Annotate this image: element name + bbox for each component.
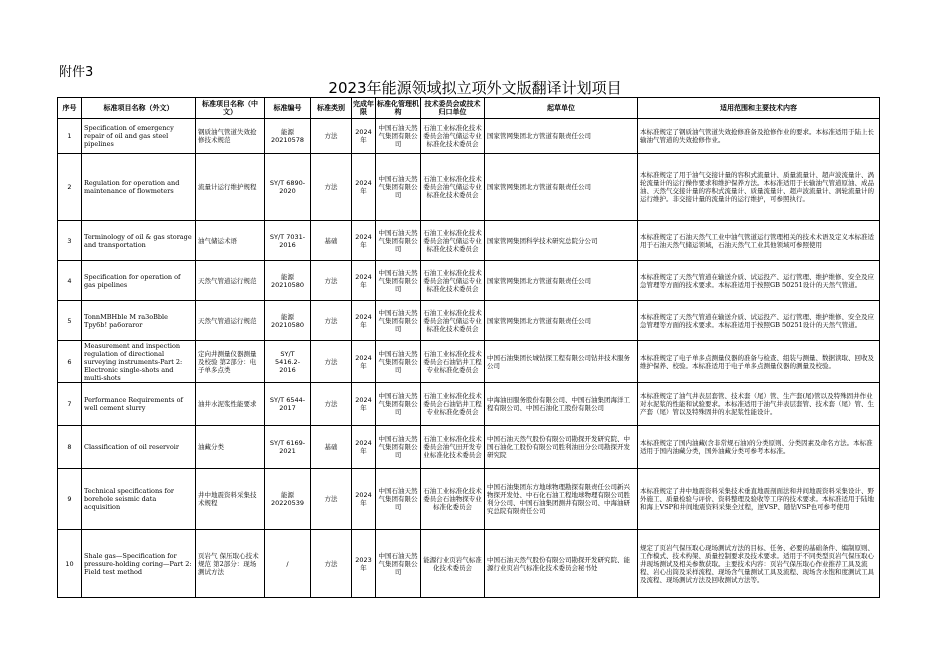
cell-drafter: 中国石油天然气股份有限公司勘探开发研究院、能源行业页岩气标准化技术委员会秘书处 [485,530,638,598]
cell-deadline: 2024年 [352,301,376,341]
cell-org: 中国石油天然气集团有限公司 [376,301,421,341]
cell-number: SY/T 5416.2-2016 [265,341,311,383]
cell-name-cn: 钢质油气管道失效抢修技术规范 [196,119,265,154]
cell-seq: 6 [58,341,82,383]
standards-table [57,97,880,598]
cell-name-cn: 油气储运术语 [196,221,265,261]
cell-org: 中国石油天然气集团有限公司 [376,469,421,530]
cell-deadline: 2024年 [352,383,376,426]
cell-committee: 石油工业标准化技术委员会油气储运专业标准化技术委员会 [421,119,485,154]
cell-committee: 石油工业标准化技术委员会石油钻井工程专业标准化委员会 [421,341,485,383]
cell-deadline: 2023年 [352,530,376,598]
cell-seq: 2 [58,154,82,221]
cell-drafter: 国家管网集团北方管道有限责任公司 [485,119,638,154]
cell-committee: 石油工业标准化技术委员会石油物探专业标准化委员会 [421,469,485,530]
cell-category: 基础 [311,426,352,469]
cell-drafter: 国家管网集团北方管道有限责任公司 [485,154,638,221]
cell-name-foreign: Shale gas—Specification for pressure-holding coring—Part 2: Field test method [82,530,196,598]
cell-committee: 石油工业标准化技术委员会油气储运专业标准化技术委员会 [421,221,485,261]
cell-scope: 本标准规定了井中地震资料采集技术垂直地震剖面法和井间地震资料采集设计、野外施工、质量检验与评价、资料整理及验收等工序的技术要求。本标准适用于陆地和海上VSP和井间地震资料采集全过程，逆VSP、随钻VSP也可参考使用 [638,469,880,530]
cell-category: 方法 [311,383,352,426]
cell-number: SY/T 6890-2020 [265,154,311,221]
table-row [58,261,880,301]
cell-name-cn: 油藏分类 [196,426,265,469]
cell-committee: 石油工业标准化技术委员会油气田开发专业标准化技术委员会 [421,426,485,469]
cell-scope: 本标准规定了国内油藏(含非常规石油)的分类原则、分类因素及命名方法。本标准适用于国内油藏分类，国外油藏分类可参考本标准。 [638,426,880,469]
cell-drafter: 中海油田服务股份有限公司、中国石油集团海洋工程有限公司、中国石油化工股份有限公司 [485,383,638,426]
cell-drafter: 国家管网集团北方管道有限责任公司 [485,301,638,341]
table-row [58,221,880,261]
cell-drafter: 国家管网集团科学技术研究总院分公司 [485,221,638,261]
cell-scope: 规定了页岩气保压取心现场测试方法的目标、任务、必要的基础条件、编制原则、工作模式、技术构架、质量控制要求及技术要求。适用于不同类型页岩气保压取心井现场测试及相关参数获取。主要技术内容：页岩气保压取心作业推荐工具及流程、岩心出筒及采样流程、现场含气量测试工具及流程、现场含水饱和度测试工具及流程、现场测试方法及回收测试方法等。 [638,530,880,598]
cell-name-foreign: Terminology of oil & gas storage and transportation [82,221,196,261]
cell-number: SY/T 6169-2021 [265,426,311,469]
cell-category: 方法 [311,154,352,221]
cell-category: 方法 [311,301,352,341]
cell-scope: 本标准规定了油气井表层套管、技术套（尾）管、生产套(尾)管以及特殊固井作业对水泥浆的性能和试验要求。本标准适用于油气井表层套管、技术套（尾）管、生产套（尾）管以及特殊固井的水泥浆性能设计。 [638,383,880,426]
cell-number: SY/T 6544-2017 [265,383,311,426]
cell-drafter: 国家管网集团北方管道有限责任公司 [485,261,638,301]
cell-number: 能源 20220539 [265,469,311,530]
cell-number: SY/T 7031-2016 [265,221,311,261]
cell-scope: 本标准规定了钢质油气管道失效抢修准备及抢修作业的要求。本标准适用于陆上长输油气管道的失效抢修作业。 [638,119,880,154]
cell-seq: 4 [58,261,82,301]
cell-deadline: 2024年 [352,154,376,221]
cell-scope: 本标准规定了石油天然气工业中油气管道运行管理相关的技术术语及定义本标准适用于石油天然气储运领域，石油天然气工业其他领域可参照使用 [638,221,880,261]
cell-deadline: 2024年 [352,119,376,154]
cell-scope: 本标准规定了天然气管道在输送介质、试运投产、运行管理、维护维修、安全及应急管理等方面的技术要求。本标准适用于按照GB 50251设计的天然气管道。 [638,301,880,341]
header-category: 标准类别 [311,98,352,119]
cell-name-cn: 定向井测量仪器测量及校验 第2部分：电子单多点类 [196,341,265,383]
cell-category: 方法 [311,261,352,301]
cell-name-cn: 天然气管道运行规范 [196,301,265,341]
cell-deadline: 2024年 [352,261,376,301]
cell-committee: 石油工业标准化技术委员会油气储运专业标准化技术委员会 [421,154,485,221]
table-header-row [58,98,880,119]
cell-category: 方法 [311,119,352,154]
header-seq: 序号 [58,98,82,119]
cell-category: 方法 [311,341,352,383]
cell-number: 能源 20210580 [265,261,311,301]
header-drafter: 起草单位 [485,98,638,119]
cell-number: 能源 20210580 [265,301,311,341]
cell-name-cn: 流量计运行维护规程 [196,154,265,221]
cell-seq: 3 [58,221,82,261]
cell-name-cn: 页岩气 保压取心技术规范 第2部分：现场测试方法 [196,530,265,598]
cell-org: 中国石油天然气集团有限公司 [376,530,421,598]
table-row [58,301,880,341]
cell-seq: 8 [58,426,82,469]
cell-deadline: 2024年 [352,469,376,530]
cell-scope: 本标准规定了用于油气交接计量的容积式流量计、质量流量计、超声波流量计、涡轮流量计的运行操作要求和维护保养方法。本标准适用于长输油气管道原油、成品油、天然气交接计量的容积式流量计、质量流量计、超声波流量计、涡轮流量计的运行维护。非交接计量的流量计的运行维护，可参照执行。 [638,154,880,221]
header-number: 标准编号 [265,98,311,119]
cell-drafter: 中国石油集团长城钻探工程有限公司钻井技术服务公司 [485,341,638,383]
table-row [58,469,880,530]
table-row [58,530,880,598]
header-name-cn: 标准项目名称（中文） [196,98,265,119]
cell-name-foreign: Specification for operation of gas pipelines [82,261,196,301]
cell-scope: 本标准规定了电子单多点测量仪器的准备与检查、组装与测量、数据读取、回收及维护保养、校验。本标准适用于电子单多点测量仪器的测量及校验。 [638,341,880,383]
cell-deadline: 2024年 [352,221,376,261]
cell-org: 中国石油天然气集团有限公司 [376,426,421,469]
cell-committee: 石油工业标准化技术委员会石油钻井工程专业标准化委员会 [421,383,485,426]
cell-category: 方法 [311,469,352,530]
cell-org: 中国石油天然气集团有限公司 [376,154,421,221]
cell-deadline: 2024年 [352,426,376,469]
cell-org: 中国石油天然气集团有限公司 [376,261,421,301]
table-row [58,119,880,154]
cell-committee: 能源行业页岩气标准化技术委员会 [421,530,485,598]
header-org: 标准化管理机构 [376,98,421,119]
cell-name-foreign: Specification of emergency repair of oil and gas steel pipelines [82,119,196,154]
cell-committee: 石油工业标准化技术委员会油气储运专业标准化技术委员会 [421,261,485,301]
cell-category: 方法 [311,530,352,598]
cell-category: 基础 [311,221,352,261]
cell-name-foreign: Performance Requirements of well cement slurry [82,383,196,426]
table-row [58,383,880,426]
cell-org: 中国石油天然气集团有限公司 [376,341,421,383]
cell-name-cn: 天然气管道运行规范 [196,261,265,301]
cell-name-foreign: Technical specifications for borehole seismic data acquisition [82,469,196,530]
cell-seq: 10 [58,530,82,598]
header-name-foreign: 标准项目名称（外文） [82,98,196,119]
cell-number: 能源 20210578 [265,119,311,154]
cell-name-cn: 油井水泥浆性能要求 [196,383,265,426]
page-title: 2023年能源领域拟立项外文版翻译计划项目 [328,79,622,97]
cell-org: 中国石油天然气集团有限公司 [376,221,421,261]
cell-drafter: 中国石油天然气股份有限公司勘探开发研究院、中国石油化工股份有限公司胜利油田分公司勘探开发研究院 [485,426,638,469]
cell-name-foreign: Measurement and inspection regulation of directional surveying instruments-Part 2: Electronic single-shots and multi-shots [82,341,196,383]
cell-seq: 7 [58,383,82,426]
table-row [58,426,880,469]
cell-name-foreign: Classification of oil reservoir [82,426,196,469]
cell-name-foreign: Regulation for operation and maintenance of flowmeters [82,154,196,221]
cell-committee: 石油工业标准化技术委员会油气储运专业标准化技术委员会 [421,301,485,341]
cell-seq: 5 [58,301,82,341]
cell-seq: 9 [58,469,82,530]
cell-name-foreign: TonnMBHble M ra3oBble Tpy6b! pa6oraror [82,301,196,341]
cell-org: 中国石油天然气集团有限公司 [376,383,421,426]
header-scope: 适用范围和主要技术内容 [638,98,880,119]
cell-drafter: 中国石油集团东方地球物理勘探有限责任公司新兴物探开发处、中石化石油工程地球物理有限公司胜利分公司、中国石油集团测井有限公司、中海油研究总院有限责任公司 [485,469,638,530]
cell-org: 中国石油天然气集团有限公司 [376,119,421,154]
table-row [58,341,880,383]
header-committee: 技术委员会或技术归口单位 [421,98,485,119]
annex-label: 附件3 [59,65,94,80]
header-deadline: 完成年限 [352,98,376,119]
cell-deadline: 2024年 [352,341,376,383]
cell-scope: 本标准规定了天然气管道在输送介质、试运投产、运行管理、维护维修、安全及应急管理等方面的技术要求。本标准适用于按照GB 50251设计的天然气管道。 [638,261,880,301]
table-row [58,154,880,221]
cell-number: / [265,530,311,598]
cell-seq: 1 [58,119,82,154]
cell-name-cn: 井中地震资料采集技术规程 [196,469,265,530]
